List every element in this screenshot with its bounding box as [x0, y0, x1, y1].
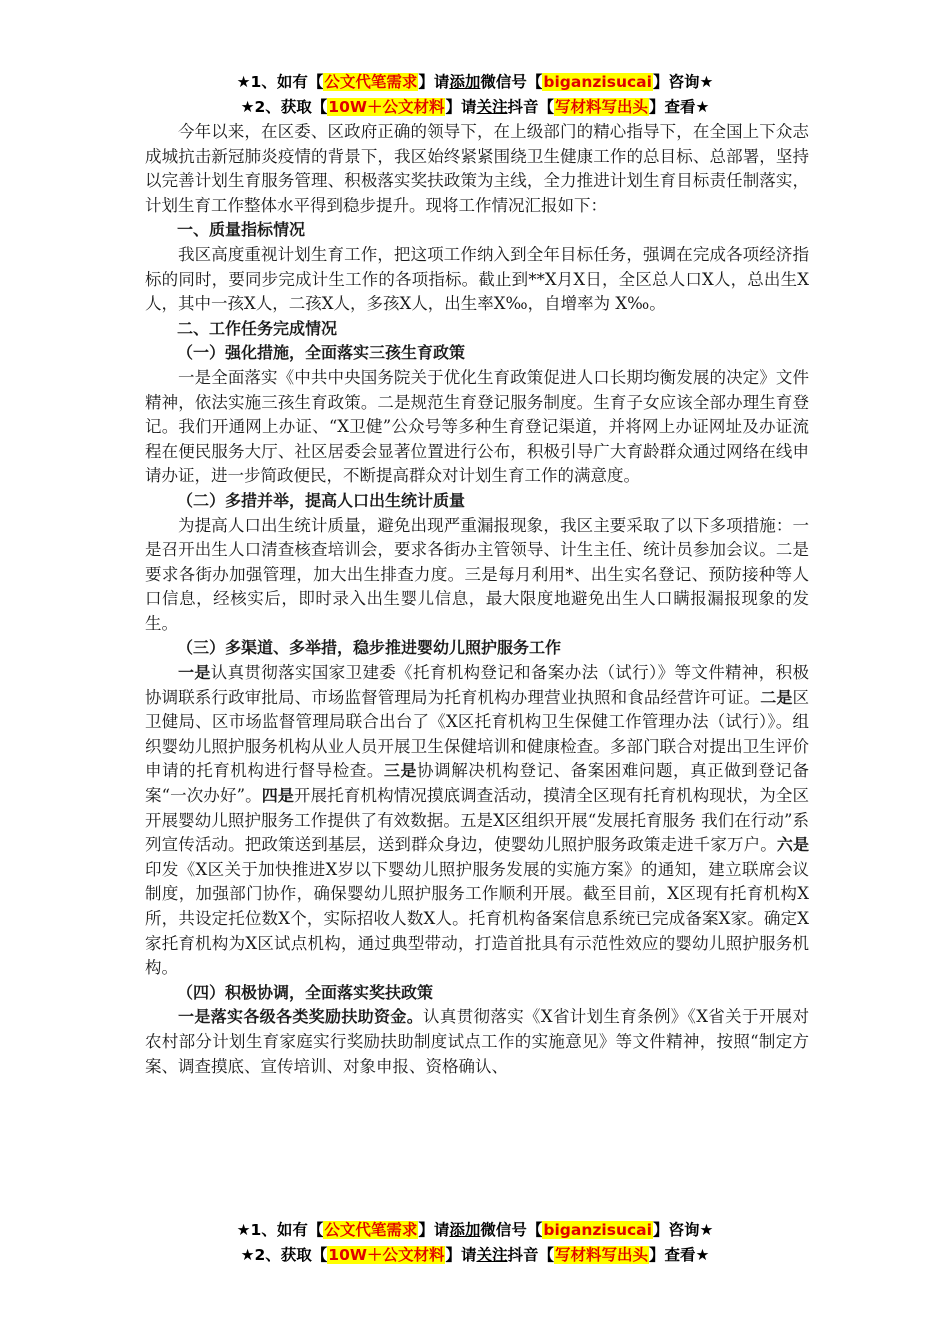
bold-marker: 一是	[178, 663, 211, 683]
banner-underlined: 添加	[449, 73, 481, 91]
text-run: 印发《X区关于加快推进X岁以下婴幼儿照护服务发展的实施方案》的通知，建立联席会议制度，加强部门协作，确保婴幼儿照护服务工作顺利开展。截至目前，X区现有托育机构X所，共设定托位数X个，实际招收人数X人。托育机构备案信息系统已完成备案X家。确定X家托育机构为X区试点机构，通过典型带动，打造首批具有示范性效应的婴幼儿照护服务机构。	[145, 859, 809, 978]
highlight-douyin: 写材料写出头	[555, 1246, 649, 1264]
text-run: 开展托育机构情况摸底调查活动，摸清全区现有托育机构现状，为全区开展婴幼儿照护服务工作提供了有效数据。五是X区组织开展“发展托育服务 我们在行动”系列宣传活动。把政策送到基层，送到群众身边，使婴幼儿照护服务政策走进千家万户。	[145, 786, 809, 855]
subheading-childcare: （三）多渠道、多举措，稳步推进婴幼儿照护服务工作	[177, 638, 562, 658]
reward-paragraph	[145, 1005, 809, 1079]
banner-text: 】咨询★	[652, 1221, 714, 1239]
document-body	[145, 120, 809, 1079]
banner-text: 】请	[445, 98, 477, 116]
birth-statistics-paragraph: 为提高人口出生统计质量，避免出现严重漏报现象，我区主要采取了以下多项措施：一是召开出生人口清查核查培训会，要求各街办主管领导、计生主任、统计员参加会议。二是要求各街办加强管理，加大出生排查力度。三是每月利用*、出生实名登记、预防接种等人口信息，经核实后，即时录入出生婴儿信息，最大限度地避免出生人口瞒报漏报现象的发生。	[145, 515, 809, 633]
highlight-douyin: 写材料写出头	[555, 98, 649, 116]
subheading-three-child-policy: （一）强化措施，全面落实三孩生育政策	[177, 343, 466, 363]
banner-text: 1、如有【	[250, 1221, 324, 1239]
star-icon: ★	[236, 1221, 251, 1239]
text-run: 认真贯彻落实《X省计划生育条例》《X省关于开展对农村部分计划生育家庭实行奖励扶助制度试点工作的实施意见》等文件精神，按照“制定方案、调查摸底、宣传培训、对象申报、资格确认、	[145, 1007, 809, 1076]
section-heading-tasks: 二、工作任务完成情况	[177, 318, 338, 338]
highlight-service: 公文代笔需求	[324, 1221, 418, 1239]
highlight-materials: 10W＋公文材料	[328, 1246, 445, 1264]
banner-text: 1、如有【	[250, 73, 324, 91]
promo-banner-bottom-1	[0, 1217, 950, 1243]
banner-text: 】查看★	[649, 1246, 710, 1264]
text-run: 认真贯彻落实国家卫建委《托育机构登记和备案办法（试行）》等文件精神，积极协调联系行政审批局、市场监督管理局为托育机构办理营业执照和食品经营许可证。	[145, 663, 809, 707]
banner-text: 】请	[418, 73, 450, 91]
banner-text: 】请	[445, 1246, 477, 1264]
subheading-birth-statistics: （二）多措并举，提高人口出生统计质量	[177, 490, 466, 510]
banner-text: 】请	[418, 1221, 450, 1239]
subheading-reward-policy: （四）积极协调，全面落实奖扶政策	[177, 982, 434, 1002]
banner-text: 2、获取【	[254, 98, 328, 116]
star-icon: ★	[236, 73, 251, 91]
banner-text: 】查看★	[649, 98, 710, 116]
highlight-wechat-id: biganzisucai	[543, 73, 652, 91]
bold-marker: 四是	[261, 786, 295, 806]
section-heading-quality: 一、质量指标情况	[177, 220, 306, 240]
promo-banner-top-2	[0, 94, 950, 120]
highlight-materials: 10W＋公文材料	[328, 98, 445, 116]
promo-banner-bottom-2	[0, 1242, 950, 1268]
promo-banner-top-1	[0, 69, 950, 95]
banner-text: 抖音【	[507, 1246, 554, 1264]
three-child-paragraph: 一是全面落实《中共中央国务院关于优化生育政策促进人口长期均衡发展的决定》文件精神，依法实施三孩生育政策。二是规范生育登记服务制度。生育子女应该全部办理生育登记。我们开通网上办证、“X卫健”公众号等多种生育登记渠道，并将网上办证网址及办证流程在便民服务大厅、社区居委会显著位置进行公布，积极引导广大育龄群众通过网络在线申请办证，进一步简政便民，不断提高群众对计划生育工作的满意度。	[145, 367, 809, 486]
star-icon: ★	[240, 98, 255, 116]
intro-paragraph: 今年以来，在区委、区政府正确的领导下，在上级部门的精心指导下，在全国上下众志成城抗击新冠肺炎疫情的背景下，我区始终紧紧围绕卫生健康工作的总目标、总部署，坚持以完善计划生育服务管理、积极落实奖扶政策为主线，全力推进计划生育目标责任制落实，计划生育工作整体水平得到稳步提升。现将工作情况汇报如下：	[145, 122, 809, 215]
bold-marker: 一是落实各级各类奖励扶助资金。	[178, 1007, 424, 1027]
bold-marker: 三是	[383, 761, 418, 781]
text-run: 协调解决机构登记、备案困难问题，真正做到登记备案“一次办好”。	[145, 761, 810, 806]
banner-underlined: 关注	[476, 98, 508, 116]
banner-text: 微信号【	[480, 1221, 543, 1239]
text-run: 区卫健局、区市场监督管理局联合出台了《X区托育机构卫生保健工作管理办法（试行）》。组织婴幼儿照护服务机构从业人员开展卫生保健培训和健康检查。多部门联合对提出卫生评价申请的托育机构进行督导检查。	[145, 687, 809, 781]
bold-marker: 六是	[776, 835, 809, 855]
childcare-paragraph	[145, 661, 809, 981]
star-icon: ★	[240, 1246, 255, 1264]
bold-marker: 二是	[760, 687, 793, 707]
banner-text: 2、获取【	[254, 1246, 328, 1264]
banner-text: 微信号【	[480, 73, 543, 91]
banner-text: 抖音【	[507, 98, 554, 116]
banner-text: 】咨询★	[652, 73, 714, 91]
banner-underlined: 关注	[476, 1246, 508, 1264]
highlight-service: 公文代笔需求	[324, 73, 418, 91]
highlight-wechat-id: biganzisucai	[543, 1221, 652, 1239]
banner-underlined: 添加	[449, 1221, 481, 1239]
quality-paragraph: 我区高度重视计划生育工作，把这项工作纳入到全年目标任务，强调在完成各项经济指标的同时，要同步完成计生工作的各项指标。截止到**X月X日，全区总人口X人，总出生X人，其中一孩X人，二孩X人，多孩X人，出生率X‰，自增率为 X‰。	[145, 244, 809, 314]
